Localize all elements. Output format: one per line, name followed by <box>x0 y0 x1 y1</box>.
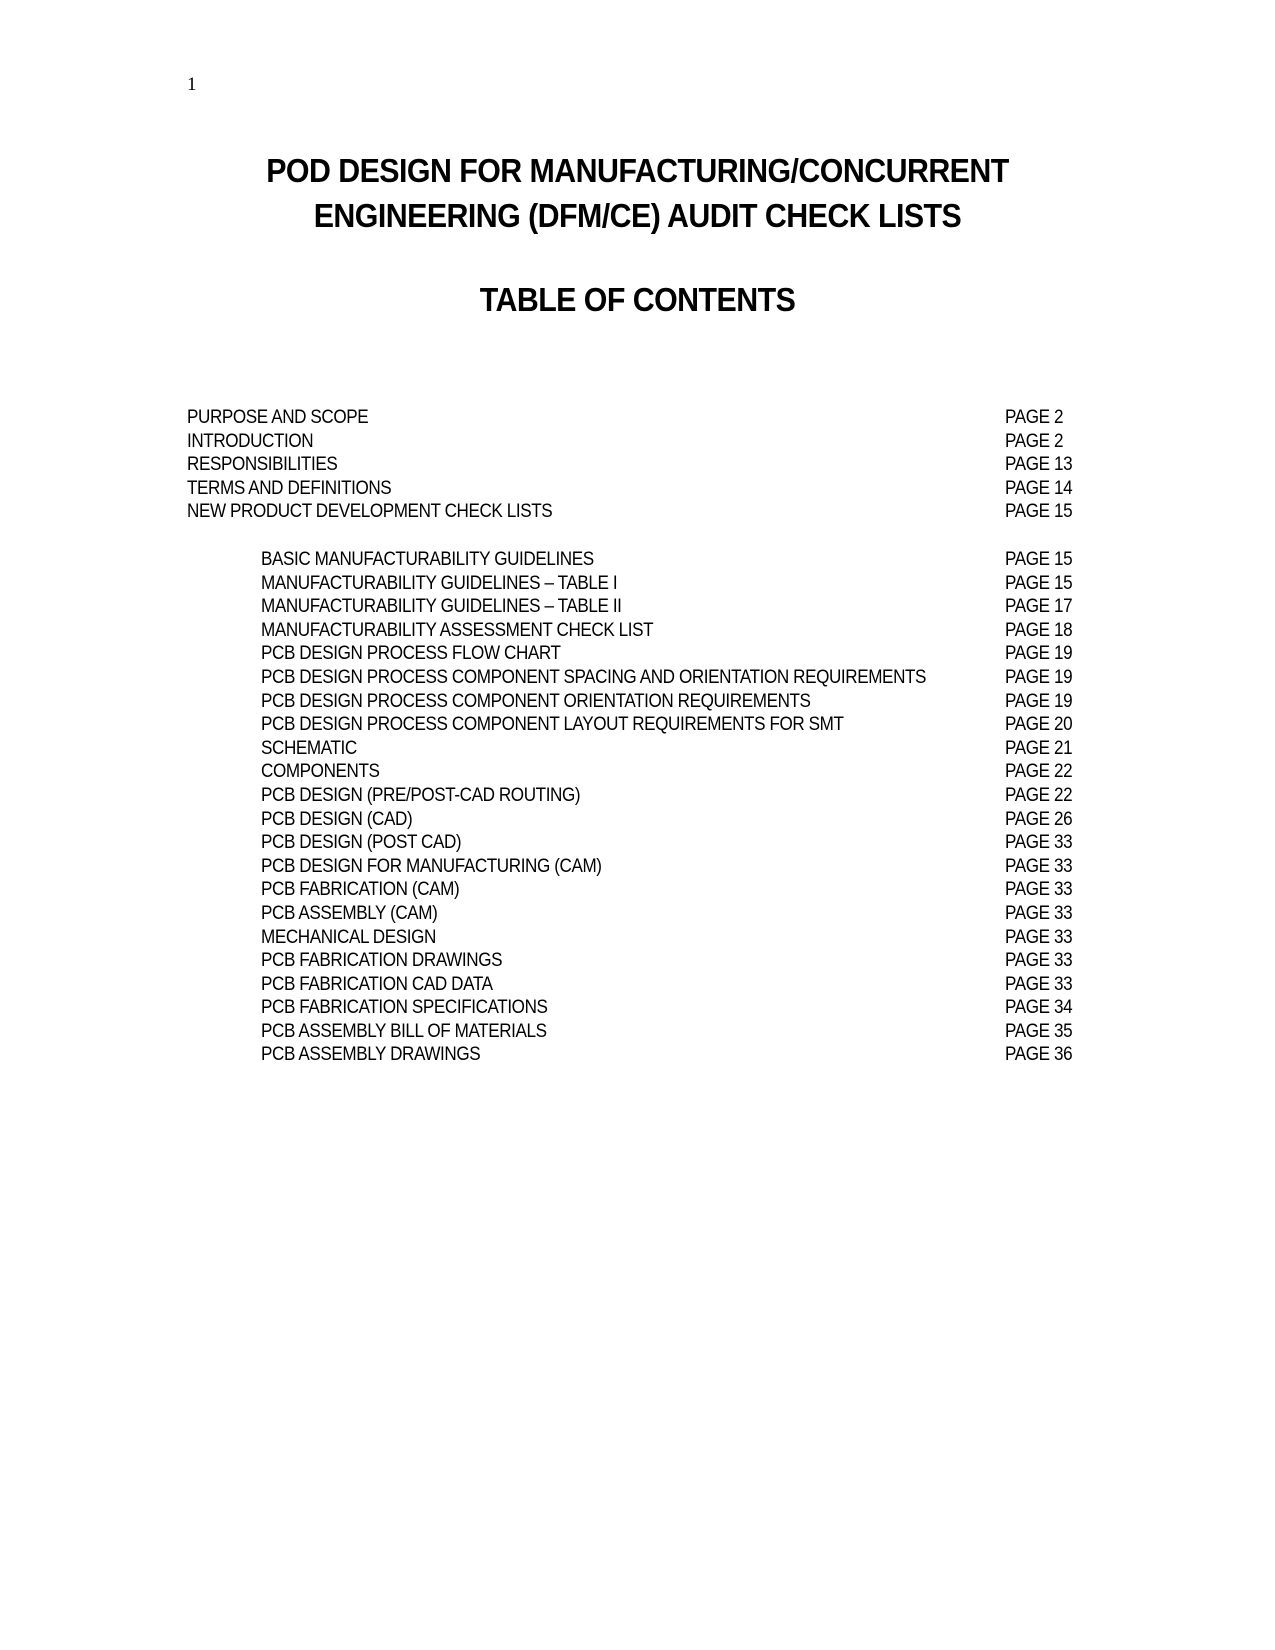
document-title <box>235 148 1040 238</box>
toc-entry-label: PCB FABRICATION (CAM) <box>261 879 460 901</box>
toc-entry-label: PCB FABRICATION DRAWINGS <box>261 950 503 972</box>
toc-entry <box>187 808 1087 832</box>
toc-entry <box>187 737 1087 761</box>
toc-entry-label: PCB DESIGN FOR MANUFACTURING (CAM) <box>261 855 602 877</box>
toc-entry <box>187 477 1087 501</box>
toc-entry-label: MANUFACTURABILITY GUIDELINES – TABLE II <box>261 596 622 618</box>
toc-entry <box>187 500 1087 524</box>
toc-entry-label: PCB DESIGN PROCESS COMPONENT LAYOUT REQUIREMENTS FOR SMT <box>261 714 844 736</box>
toc-entry <box>187 784 1087 808</box>
toc-entry <box>187 548 1087 572</box>
toc-entry <box>187 855 1087 879</box>
page-number: 1 <box>187 74 197 95</box>
toc-entry <box>187 642 1087 666</box>
toc-entry-label: PCB DESIGN PROCESS COMPONENT SPACING AND ORIENTATION REQUIREMENTS <box>261 666 927 688</box>
toc-entry <box>187 831 1087 855</box>
toc-entry-label: PCB DESIGN (CAD) <box>261 808 413 830</box>
toc-entry <box>187 949 1087 973</box>
toc-entry <box>187 973 1087 997</box>
toc-entry-label: MANUFACTURABILITY ASSESSMENT CHECK LIST <box>261 619 654 641</box>
toc-entry <box>187 430 1087 454</box>
toc-entry <box>187 1043 1087 1067</box>
toc-entry-label: PCB FABRICATION SPECIFICATIONS <box>261 997 548 1019</box>
toc-entry <box>187 902 1087 926</box>
toc-entry-page: PAGE 33 <box>1005 950 1073 972</box>
toc-entry-label: NEW PRODUCT DEVELOPMENT CHECK LISTS <box>187 501 553 523</box>
toc-entry-page: PAGE 33 <box>1005 879 1073 901</box>
toc-entry-page: PAGE 33 <box>1005 902 1073 924</box>
toc-entry-page: PAGE 15 <box>1005 572 1073 594</box>
toc-entry-page: PAGE 22 <box>1005 784 1073 806</box>
toc-entry-label: PCB ASSEMBLY DRAWINGS <box>261 1044 481 1066</box>
toc-entry <box>187 760 1087 784</box>
toc-entry <box>187 572 1087 596</box>
toc-entry-label: PCB DESIGN PROCESS COMPONENT ORIENTATION REQUIREMENTS <box>261 690 811 712</box>
toc-entry-page: PAGE 33 <box>1005 926 1073 948</box>
toc-entry-page: PAGE 17 <box>1005 596 1073 618</box>
toc-entry-page: PAGE 14 <box>1005 477 1073 499</box>
toc-entry <box>187 453 1087 477</box>
toc-entry-label: PCB DESIGN PROCESS FLOW CHART <box>261 643 561 665</box>
toc-entry-label: PCB DESIGN (POST CAD) <box>261 832 462 854</box>
toc-entry-label: SCHEMATIC <box>261 737 357 759</box>
toc-entry-page: PAGE 15 <box>1005 549 1073 570</box>
toc-entry-page: PAGE 33 <box>1005 832 1073 854</box>
toc-entry-label: INTRODUCTION <box>187 430 314 452</box>
toc-heading: TABLE OF CONTENTS <box>479 281 796 318</box>
toc-entry-label: RESPONSIBILITIES <box>187 454 338 476</box>
toc-entry-label: MANUFACTURABILITY GUIDELINES – TABLE I <box>261 572 618 594</box>
toc-entry-page: PAGE 26 <box>1005 808 1073 830</box>
toc-entry-page: PAGE 19 <box>1005 643 1073 665</box>
document-title-line-2: ENGINEERING (DFM/CE) AUDIT CHECK LISTS <box>313 197 962 234</box>
toc-entry-label: PURPOSE AND SCOPE <box>187 407 369 428</box>
toc-entry <box>187 690 1087 714</box>
toc-entry-label: PCB ASSEMBLY (CAM) <box>261 902 438 924</box>
toc-entry <box>187 1020 1087 1044</box>
toc-entry-label: PCB ASSEMBLY BILL OF MATERIALS <box>261 1020 547 1042</box>
toc-entry-page: PAGE 18 <box>1005 619 1073 641</box>
toc-entry <box>187 878 1087 902</box>
toc-entry-label: BASIC MANUFACTURABILITY GUIDELINES <box>261 549 594 570</box>
toc-entry-page: PAGE 2 <box>1005 430 1064 452</box>
toc-entry <box>187 713 1087 737</box>
toc-entry-page: PAGE 35 <box>1005 1020 1073 1042</box>
toc-entry-page: PAGE 20 <box>1005 714 1073 736</box>
toc-entry-label: TERMS AND DEFINITIONS <box>187 477 392 499</box>
toc-main-list <box>187 406 1087 524</box>
toc-sub-list <box>187 548 1087 1067</box>
toc-entry-page: PAGE 33 <box>1005 973 1073 995</box>
toc-entry <box>187 619 1087 643</box>
document-title-line-1: POD DESIGN FOR MANUFACTURING/CONCURRENT <box>266 152 1009 189</box>
toc-entry-page: PAGE 34 <box>1005 997 1073 1019</box>
toc-entry-page: PAGE 15 <box>1005 501 1073 523</box>
toc-entry <box>187 996 1087 1020</box>
toc-entry <box>187 595 1087 619</box>
toc-entry-page: PAGE 2 <box>1005 407 1064 428</box>
toc-entry <box>187 926 1087 950</box>
toc-entry-page: PAGE 19 <box>1005 666 1073 688</box>
toc-entry-label: PCB FABRICATION CAD DATA <box>261 973 493 995</box>
toc-entry <box>187 406 1087 430</box>
toc-entry-page: PAGE 22 <box>1005 761 1073 783</box>
toc-entry-page: PAGE 33 <box>1005 855 1073 877</box>
toc-entry <box>187 666 1087 690</box>
toc-entry-label: PCB DESIGN (PRE/POST-CAD ROUTING) <box>261 784 581 806</box>
toc-entry-page: PAGE 36 <box>1005 1044 1073 1066</box>
toc-entry-page: PAGE 19 <box>1005 690 1073 712</box>
toc-entry-label: COMPONENTS <box>261 761 380 783</box>
toc-entry-label: MECHANICAL DESIGN <box>261 926 436 948</box>
toc-entry-page: PAGE 21 <box>1005 737 1073 759</box>
toc-entry-page: PAGE 13 <box>1005 454 1073 476</box>
